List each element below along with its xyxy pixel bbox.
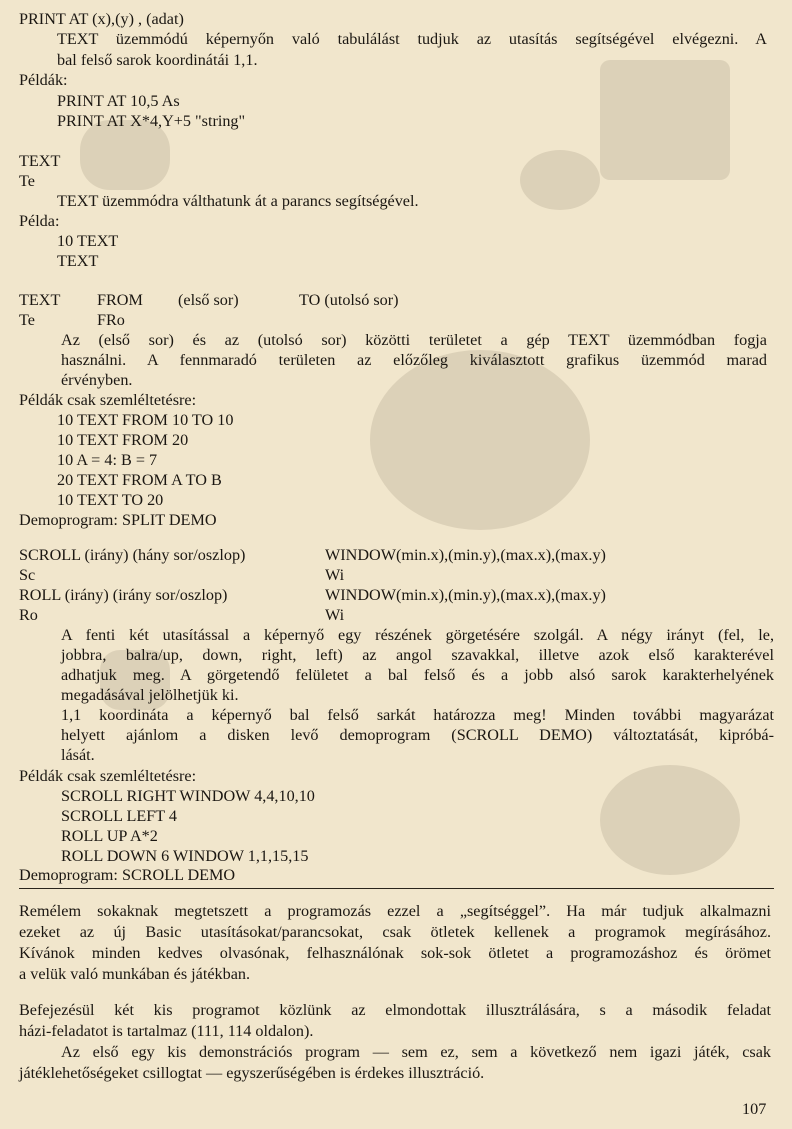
code-example: TEXT	[57, 252, 99, 270]
demo-program-reference: Demoprogram: SPLIT DEMO	[19, 511, 217, 529]
closing-paragraph-line: a velük való munkában és játékban.	[19, 965, 251, 983]
text-from-description: Az (első sor) és az (utolsó sor) közötti területet a gép TEXT üzemmódban fogja	[61, 331, 767, 349]
scroll-description: helyett ajánlom a disken levő demoprogram (SCROLL DEMO) változtatását, kipróbá-	[61, 726, 774, 744]
print-at-description-cont: bal felső sarok koordinátái 1,1.	[57, 51, 258, 69]
scroll-window-syntax: WINDOW(min.x),(min.y),(max.x),(max.y)	[325, 546, 606, 564]
section-divider	[19, 888, 774, 889]
scroll-description: adhatjuk meg. A görgetendő felületet a bal felső és a jobb alsó sarok karakterhelyének	[61, 666, 774, 684]
scroll-description: megadásával jelölhetjük ki.	[61, 686, 239, 704]
code-example: PRINT AT 10,5 As	[57, 92, 180, 110]
code-example: 10 TEXT TO 20	[57, 491, 164, 509]
code-example: SCROLL LEFT 4	[61, 807, 178, 825]
code-example: 10 TEXT FROM 10 TO 10	[57, 411, 234, 429]
scroll-heading: SCROLL (irány) (hány sor/oszlop)	[19, 546, 246, 564]
text-description: TEXT üzemmódra válthatunk át a parancs segítségével.	[57, 192, 419, 210]
closing-paragraph-line: Kívánok minden kedves olvasónak, felhasználónak sok-sok ötletet a programozáshoz és örömet	[19, 944, 771, 962]
roll-heading: ROLL (irány) (irány sor/oszlop)	[19, 586, 228, 604]
window-abbreviation: Wi	[325, 566, 345, 584]
scroll-description: A fenti két utasítással a képernyő egy részének görgetésére szolgál. A négy irányt (fel, le,	[61, 626, 774, 644]
text-from-heading-to: TO (utolsó sor)	[299, 291, 399, 309]
text-from-heading-from: FROM	[97, 291, 143, 309]
code-example: 10 TEXT	[57, 232, 119, 250]
text-from-heading-first-row: (első sor)	[178, 291, 239, 309]
closing-paragraph-line: játéklehetőségeket csillogtat — egyszerűségében is érdekes illusztráció.	[19, 1064, 485, 1082]
closing-paragraph-line: ezeket az új Basic utasításokat/parancsokat, csak ötletek kellenek a programok megírásához.	[19, 923, 771, 941]
text-from-description: érvényben.	[61, 371, 133, 389]
demo-program-reference: Demoprogram: SCROLL DEMO	[19, 866, 236, 884]
code-example: 10 A = 4: B = 7	[57, 451, 158, 469]
code-example: ROLL DOWN 6 WINDOW 1,1,15,15	[61, 847, 309, 865]
text-from-abbr-fro: FRo	[97, 311, 125, 329]
roll-abbreviation: Ro	[19, 606, 38, 624]
scroll-description: jobbra, balra/up, down, right, left) az angol szavakkal, illetve azok első karakterével	[61, 646, 774, 664]
text-from-heading-keyword: TEXT	[19, 291, 61, 309]
example-label: Példa:	[19, 212, 60, 230]
code-example: PRINT AT X*4,Y+5 "string"	[57, 112, 246, 130]
roll-window-syntax: WINDOW(min.x),(min.y),(max.x),(max.y)	[325, 586, 606, 604]
closing-paragraph-line: Az első egy kis demonstrációs program — sem ez, sem a következő nem igazi játék, csak	[61, 1043, 771, 1061]
scroll-abbreviation: Sc	[19, 566, 36, 584]
print-at-description: TEXT üzemmódú képernyőn való tabulálást tudjuk az utasítás segítségével elvégezni. A	[57, 30, 767, 48]
window-abbreviation: Wi	[325, 606, 345, 624]
text-heading: TEXT	[19, 152, 61, 170]
scroll-description: 1,1 koordináta a képernyő bal felső sarkát határozza meg! Minden további magyarázat	[61, 706, 774, 724]
code-example: SCROLL RIGHT WINDOW 4,4,10,10	[61, 787, 315, 805]
closing-paragraph-line: házi-feladatot is tartalmaz (111, 114 oldalon).	[19, 1022, 314, 1040]
scroll-description: lását.	[61, 746, 95, 764]
examples-label: Példák:	[19, 71, 68, 89]
code-example: 10 TEXT FROM 20	[57, 431, 189, 449]
text-from-abbr-te: Te	[19, 311, 35, 329]
print-at-heading: PRINT AT (x),(y) , (adat)	[19, 10, 184, 28]
text-abbreviation: Te	[19, 172, 35, 190]
code-example: 20 TEXT FROM A TO B	[57, 471, 222, 489]
closing-paragraph-line: Remélem sokaknak megtetszett a programozás ezzel a „segítséggel”. Ha már tudjuk alkalmazni	[19, 902, 771, 920]
closing-paragraph-line: Befejezésül két kis programot közlünk az elmondottak illusztrálására, s a második feladat	[19, 1001, 771, 1019]
text-from-description: használni. A fennmaradó területen az előzőleg kiválasztott grafikus üzemmód marad	[61, 351, 767, 369]
code-example: ROLL UP A*2	[61, 827, 158, 845]
page-number: 107	[742, 1100, 767, 1118]
examples-label: Példák csak szemléltetésre:	[19, 767, 197, 785]
examples-label: Példák csak szemléltetésre:	[19, 391, 197, 409]
